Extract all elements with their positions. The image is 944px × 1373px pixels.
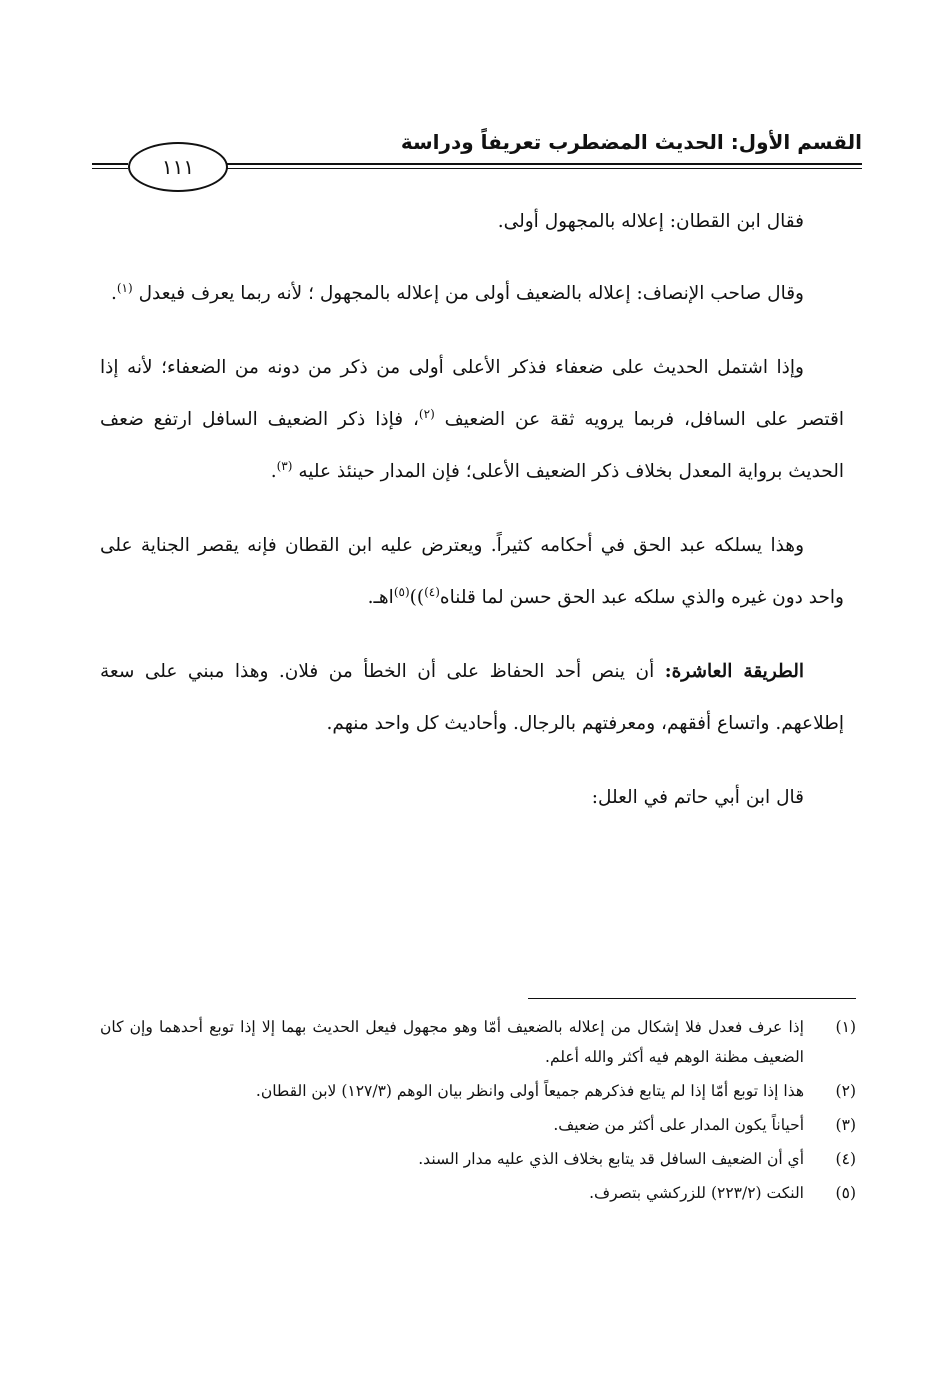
footnote-number: (٣) xyxy=(835,1116,856,1134)
footnote-item xyxy=(100,1178,856,1208)
footnote-text: النكت (٢٢٣/٢) للزركشي بتصرف. xyxy=(589,1184,804,1202)
paragraph-2-end: . xyxy=(110,283,117,304)
footnote-number: (١) xyxy=(835,1018,856,1036)
page-number: ١١١ xyxy=(161,155,195,179)
paragraph-5 xyxy=(100,646,844,750)
footnote-text: أحياناً يكون المدار على أكثر من ضعيف. xyxy=(553,1116,804,1134)
footnote-text: إذا عرف فعدل فلا إشكال من إعلاله بالضعيف أمّا وهو مجهول فيعل الحديث بهما إلا إذا توبع أحدهما وإن كان الضعيف مظنة الوهم فيه أكثر والله أعلم. xyxy=(100,1018,804,1066)
section-heading-tenth-method: الطريقة العاشرة: xyxy=(664,661,804,682)
running-title: القسم الأول: الحديث المضطرب تعريفاً ودراسة xyxy=(400,130,862,154)
header-rule-right xyxy=(224,163,862,165)
paragraph-5-text: أن ينص أحد الحفاظ على أن الخطأ من فلان. وهذا مبني على سعة إطلاعهم. واتساع أفقهم، ومعرفتهم بالرجال. وأحاديث كل واحد منهم. xyxy=(100,661,844,734)
paragraph-3-part-a: وإذا اشتمل الحديث على ضعفاء فذكر الأعلى أولى من ذكر من دونه من الضعفاء؛ لأنه إذا اقتصر على السافل، فربما يرويه ثقة عن الضعيف xyxy=(100,357,844,430)
footnote-item xyxy=(100,1110,856,1140)
header-rule-left-lower xyxy=(92,168,128,169)
footnote-ref-3: (٣) xyxy=(276,458,293,473)
footnote-ref-5: (٥) xyxy=(393,584,410,599)
main-text xyxy=(100,196,844,846)
header-rule-left xyxy=(92,163,128,165)
paragraph-4-text: وهذا يسلكه عبد الحق في أحكامه كثيراً. ويعترض عليه ابن القطان فإنه يقصر الجناية على واحد دون غيره والذي سلكه عبد الحق حسن لما قلناه xyxy=(100,535,844,608)
paragraph-1: فقال ابن القطان: إعلاله بالمجهول أولى. xyxy=(497,211,804,232)
paragraph-4-end: اهـ. xyxy=(367,587,394,608)
footnote-ref-2: (٢) xyxy=(418,406,435,421)
footnote-item xyxy=(100,1012,856,1072)
footnote-number: (٥) xyxy=(835,1184,856,1202)
footnote-number: (٢) xyxy=(835,1082,856,1100)
footnote-number: (٤) xyxy=(835,1150,856,1168)
footnote-ref-1: (١) xyxy=(116,280,133,295)
footnote-text: أي أن الضعيف السافل قد يتابع بخلاف الذي عليه مدار السند. xyxy=(418,1150,804,1168)
page-number-badge xyxy=(128,142,228,192)
closing-quote-mark: )) xyxy=(409,587,425,608)
paragraph-3 xyxy=(100,342,844,498)
header-rule-right-lower xyxy=(224,168,862,169)
footnote-separator xyxy=(528,998,856,999)
footnote-item xyxy=(100,1076,856,1106)
paragraph-6: قال ابن أبي حاتم في العلل: xyxy=(591,787,804,808)
paragraph-2-text: وقال صاحب الإنصاف: إعلاله بالضعيف أولى من إعلاله بالمجهول ؛ لأنه ربما يعرف فيعدل xyxy=(138,283,804,304)
footnote-item xyxy=(100,1144,856,1174)
paragraph-3-end: . xyxy=(270,461,277,482)
paragraph-2 xyxy=(100,268,844,320)
paragraph-4 xyxy=(100,520,844,624)
footnote-ref-4: (٤) xyxy=(424,584,440,599)
paragraph-3-part-b: ، فإذا ذكر الضعيف السافل ارتفع ضعف الحديث برواية المعدل بخلاف ذكر الضعيف الأعلى؛ فإن المدار حينئذ عليه xyxy=(100,409,844,482)
footnotes xyxy=(100,1012,856,1212)
footnote-text: هذا إذا توبع أمّا إذا لم يتابع فذكرهم جميعاً أولى وانظر بيان الوهم (١٢٧/٣) لابن القطان. xyxy=(255,1082,804,1100)
